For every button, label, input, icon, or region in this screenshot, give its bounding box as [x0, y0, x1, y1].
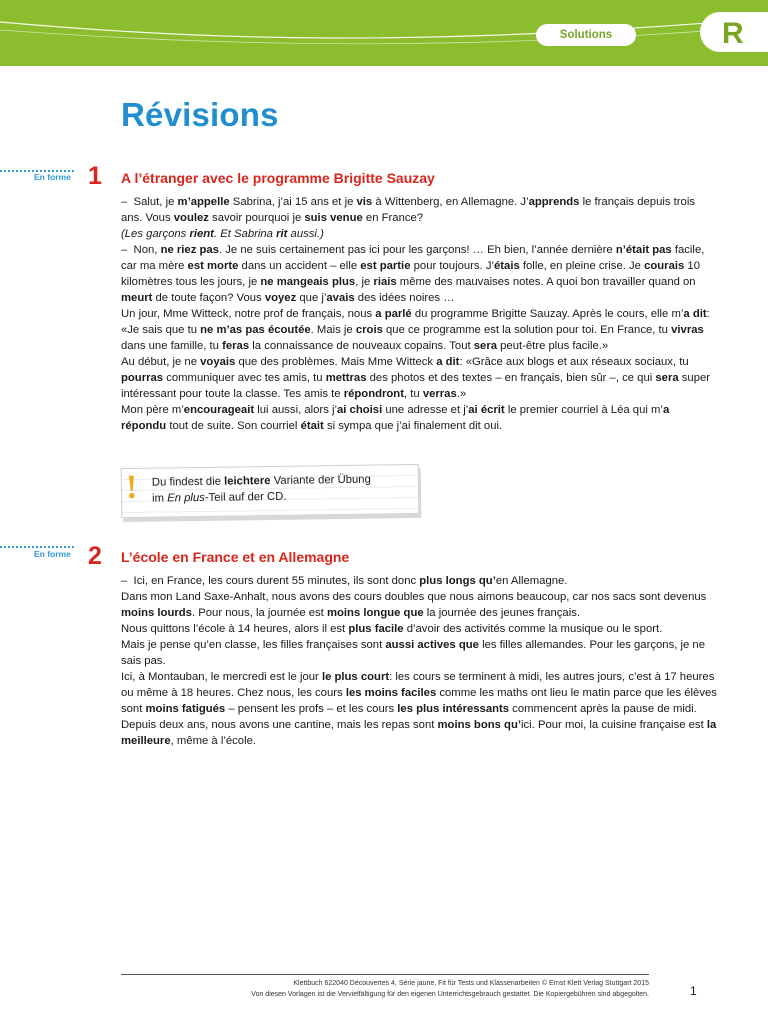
- footer-line-2: Von diesen Vorlagen ist die Vervielfältigung für den eigenen Unterrichtsgebrauch gestattet. Die Kopiergebühren sind abgegolten.: [251, 991, 649, 998]
- exercise-1-number: 1: [88, 162, 102, 190]
- exercise-2-title: L’école en France et en Allemagne: [121, 549, 350, 565]
- hint-note: [121, 464, 420, 518]
- page-number: 1: [690, 984, 697, 998]
- exclamation-icon: !: [125, 468, 138, 507]
- section-divider-dots: [0, 546, 74, 548]
- exercise-2-text: – Ici, en France, les cours durent 55 minutes, ils sont donc plus longs qu’en Allemagne. Dans mon Land Saxe-Anhalt, nous avons des cours doubles que nous aimons beaucoup, car nos sacs sont devenus moins lourds. Pour nous, la journée est moins longue que la journée des jeunes français. Nous quittons l’école à 14 heures, alors il est plus facile d’avoir des activités comme la musique ou le sport. Mais je pense qu’en classe, les filles françaises sont aussi actives que les filles allemandes. Pour les garçons, je ne sais pas. Ici, à Montauban, le mercredi est le jour le plus court: les cours se terminent à midi, les autres jours, c’est à 17 heures ou même à 18 heures. Chez nous, les cours les moins faciles comme les maths ont lieu le matin parce que les élèves sont moins fatigués – pensent les profs – et les cours les plus intéressants commencent après la pause de midi. Depuis deux ans, nous avons une cantine, mais les repas sont moins bons qu’ici. Pour moi, la cuisine française est la meilleure, même à l’école.: [121, 575, 717, 747]
- page-title: Révisions: [121, 96, 279, 133]
- hint-note-text: Du findest die leichtere Variante der Übung im En plus-Teil auf der CD.: [151, 473, 371, 505]
- section-badge-letter: R: [722, 17, 744, 50]
- header-decoration: [0, 0, 768, 66]
- footer-line-1: Klettbuch 622040 Découvertes 4, Série jaune, Fit für Tests und Klassenarbeiten © Ernst Klett Verlag Stuttgart 2015: [293, 980, 649, 987]
- exercise-2-tag: En forme: [34, 549, 71, 559]
- exercise-1-title: A l’étranger avec le programme Brigitte Sauzay: [121, 170, 435, 186]
- hint-note-card: [121, 464, 420, 518]
- footer-rule: [121, 974, 649, 975]
- footer-copyright: [121, 978, 649, 1000]
- header-band: [0, 0, 768, 66]
- solutions-label: Solutions: [536, 24, 636, 46]
- exercise-1-tag: En forme: [34, 172, 71, 182]
- exercise-1-text: – Salut, je m’appelle Sabrina, j’ai 15 ans et je vis à Wittenberg, en Allemagne. J’apprends le français depuis trois ans. Vous voulez savoir pourquoi je suis venue en France? (Les garçons rient. Et Sabrina rit aussi.) – Non, ne riez pas. Je ne suis certainement pas ici pour les garçons! … Eh bien, l’année dernière n’était pas facile, car ma mère est morte dans un accident – elle est partie pour toujours. J’étais folle, en pleine crise. Je courais 10 kilomètres tous les jours, je ne mangeais plus, je riais même des mauvaises notes. A quoi bon travailler quand on meurt de toute façon? Vous voyez que j’avais des idées noires … Un jour, Mme Witteck, notre prof de français, nous a parlé du programme Brigitte Sauzay. Après le cours, elle m’a dit: «Je sais que tu ne m’as pas écoutée. Mais je crois que ce programme est la solution pour toi. En France, tu vivras dans une famille, tu feras la connaissance de nouveaux copains. Tout sera peut-être plus facile.» Au début, je ne voyais que des problèmes. Mais Mme Witteck a dit: «Grâce aux blogs et aux réseaux sociaux, tu pourras communiquer avec tes amis, tu mettras des photos et des textes – en français, bien sûr –, ce qui sera super intéressant pour toute la classe. Tes amis te répondront, tu verras.» Mon père m’encourageait lui aussi, alors j’ai choisi une adresse et j’ai écrit le premier courriel à Léa qui m’a répondu tout de suite. Son courriel était si sympa que j’ai finalement dit oui.: [121, 196, 711, 432]
- exercise-2-number: 2: [88, 542, 102, 570]
